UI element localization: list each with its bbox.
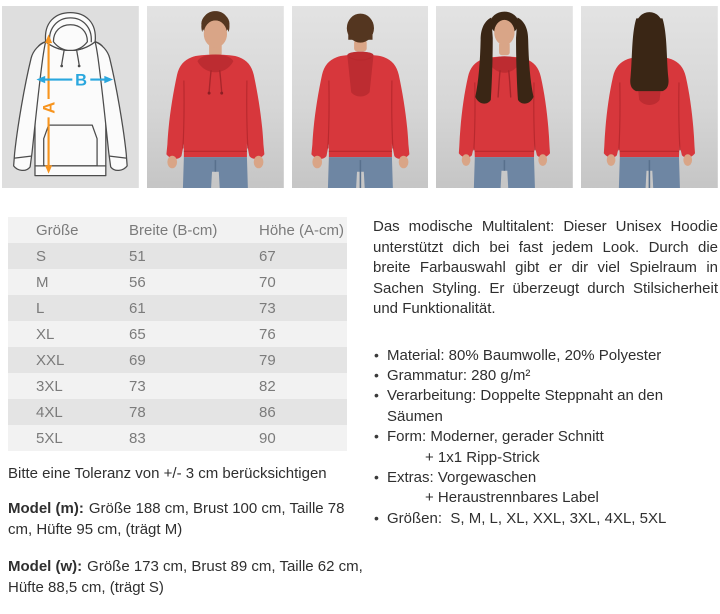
feature-groessen: • Größen: S, M, L, XL, XXL, 3XL, 4XL, 5XL (373, 509, 718, 529)
female-front-photo (436, 6, 573, 188)
product-image-measurement-diagram[interactable] (0, 0, 141, 190)
measure-label-a: A (40, 101, 59, 114)
col-header-size: Größe (8, 217, 101, 243)
feature-form-extra: + 1x1 Ripp-Strick (425, 448, 540, 466)
product-image-gallery (0, 0, 720, 190)
size-row: S 51 67 (8, 243, 347, 269)
female-back-photo (581, 6, 718, 188)
size-row: M 56 70 (8, 269, 347, 295)
product-image-female-front[interactable] (434, 0, 575, 190)
model-w-note (8, 556, 370, 598)
product-image-male-back[interactable] (290, 0, 431, 190)
size-row: 4XL 78 86 (8, 399, 347, 425)
male-front-photo (147, 6, 284, 188)
size-table (8, 217, 347, 451)
feature-extras: • Extras: Vorgewaschen (373, 468, 718, 488)
size-table-header-row (8, 217, 347, 243)
feature-grammatur: • Grammatur: 280 g/m² (373, 366, 718, 386)
feature-list (373, 346, 718, 530)
model-m-label: Model (m): (8, 500, 84, 517)
hoodie-diagram-graphic (2, 6, 139, 188)
feature-verarbeitung: • Verarbeitung: Doppelte Steppnaht an den Säumen (373, 386, 718, 427)
product-image-male-front[interactable] (145, 0, 286, 190)
description-column (373, 217, 718, 614)
size-row: 5XL 83 90 (8, 425, 347, 451)
model-m-text: Größe 188 cm, Brust 100 cm, Taille 78 cm, Hüfte 95 cm, (trägt M) (8, 500, 345, 538)
male-back-photo (292, 6, 429, 188)
size-row: L 61 73 (8, 295, 347, 321)
col-header-height: Höhe (A-cm) (231, 217, 347, 243)
measure-label-b: B (75, 71, 88, 90)
tolerance-note: Bitte eine Toleranz von +/- 3 cm berücksichtigen (8, 465, 327, 482)
model-w-label: Model (w): (8, 558, 83, 575)
feature-material: • Material: 80% Baumwolle, 20% Polyester (373, 346, 718, 366)
model-m-note (8, 498, 370, 540)
size-row: 3XL 73 82 (8, 373, 347, 399)
feature-form: • Form: Moderner, gerader Schnitt (373, 427, 718, 447)
size-row: XXL 69 79 (8, 347, 347, 373)
product-image-female-back[interactable] (579, 0, 720, 190)
product-info-content (0, 217, 720, 614)
size-row: XL 65 76 (8, 321, 347, 347)
measurement-notes (8, 464, 370, 598)
product-description: Das modische Multitalent: Dieser Unisex Hoodie unterstützt dich bei fast jedem Look. Durch die breite Farbauswahl gibt er dir viel Spielraum in Sachen Styling. Er überzeugt durch Stilsicherheit und Funktionalität. (373, 218, 718, 317)
size-column (8, 217, 363, 614)
model-w-text: Größe 173 cm, Brust 89 cm, Taille 62 cm, Hüfte 88,5 cm, (trägt S) (8, 558, 363, 596)
col-header-width: Breite (B-cm) (101, 217, 231, 243)
feature-extras-extra: + Heraustrennbares Label (425, 489, 599, 507)
